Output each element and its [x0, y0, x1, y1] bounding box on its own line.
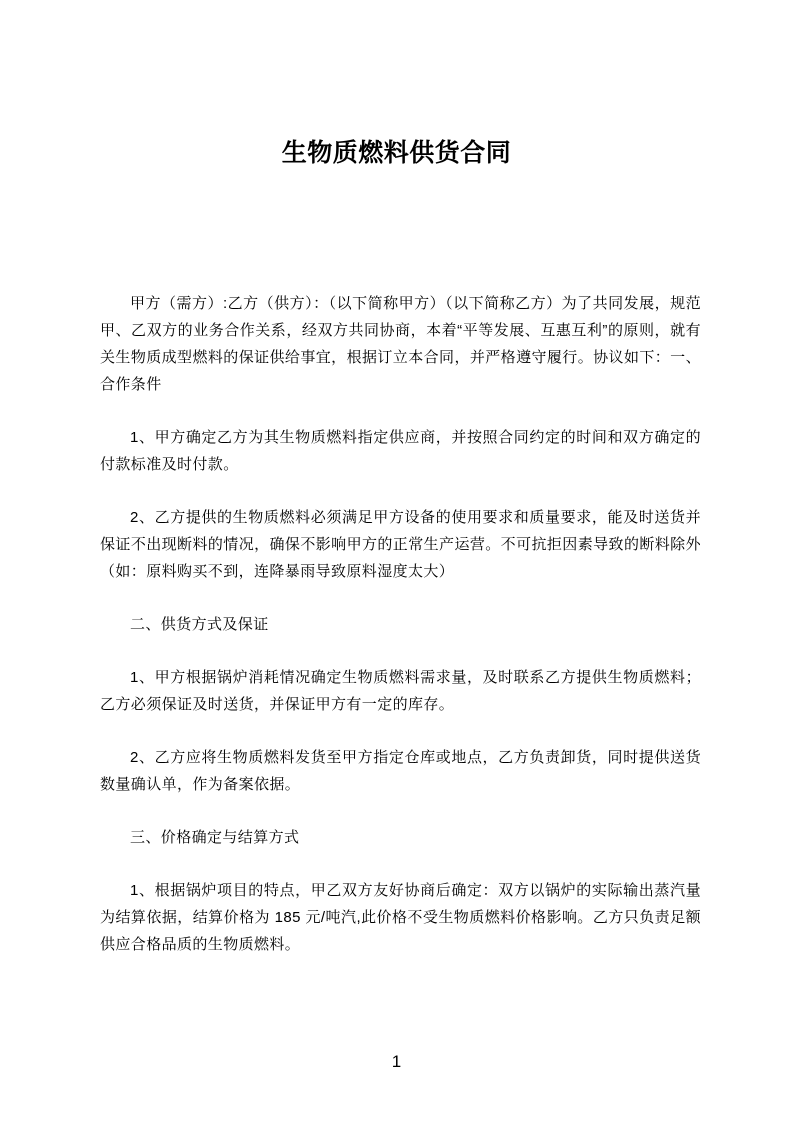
- paragraph-preamble: 甲方（需方）:乙方（供方）：（以下简称甲方）（以下简称乙方）为了共同发展，规范甲、乙双方的业务合作关系，经双方共同协商，本着“平等发展、互惠互利”的原则，就有关生物质成型燃料的保证供给事宜，根据订立本合同，并严格遵守履行。协议如下：一、合作条件: [100, 295, 701, 393]
- document-title: 生物质燃料供货合同: [281, 139, 512, 167]
- paragraph-clause-2-1: 1、甲方根据锅炉消耗情况确定生物质燃料需求量，及时联系乙方提供生物质燃料；乙方必须保证及时送货，并保证甲方有一定的库存。: [100, 669, 701, 713]
- paragraph-clause-3-1: 1、根据锅炉项目的特点，甲乙双方友好协商后确定：双方以锅炉的实际输出蒸汽量为结算依据，结算价格为 185 元/吨汽,此价格不受生物质燃料价格影响。乙方只负责足额供应合格品质的生物质燃料。: [100, 882, 701, 953]
- section-heading-supply: 二、供货方式及保证: [130, 616, 269, 633]
- paragraph-clause-2-2: 2、乙方应将生物质燃料发货至甲方指定仓库或地点，乙方负责卸货，同时提供送货数量确认单，作为备案依据。: [100, 749, 701, 793]
- page-footer: [0, 1051, 793, 1073]
- paragraph-clause-1-2: 2、乙方提供的生物质燃料必须满足甲方设备的使用要求和质量要求，能及时送货并保证不出现断料的情况，确保不影响甲方的正常生产运营。不可抗拒因素导致的断料除外（如：原料购买不到，连降暴雨导致原料湿度太大）: [100, 509, 701, 580]
- paragraph-clause-1-1: 1、甲方确定乙方为其生物质燃料指定供应商，并按照合同约定的时间和双方确定的付款标准及时付款。: [100, 429, 701, 473]
- document-body: [100, 290, 701, 984]
- section-heading-pricing: 三、价格确定与结算方式: [130, 829, 300, 846]
- page-number: 1: [391, 1052, 402, 1071]
